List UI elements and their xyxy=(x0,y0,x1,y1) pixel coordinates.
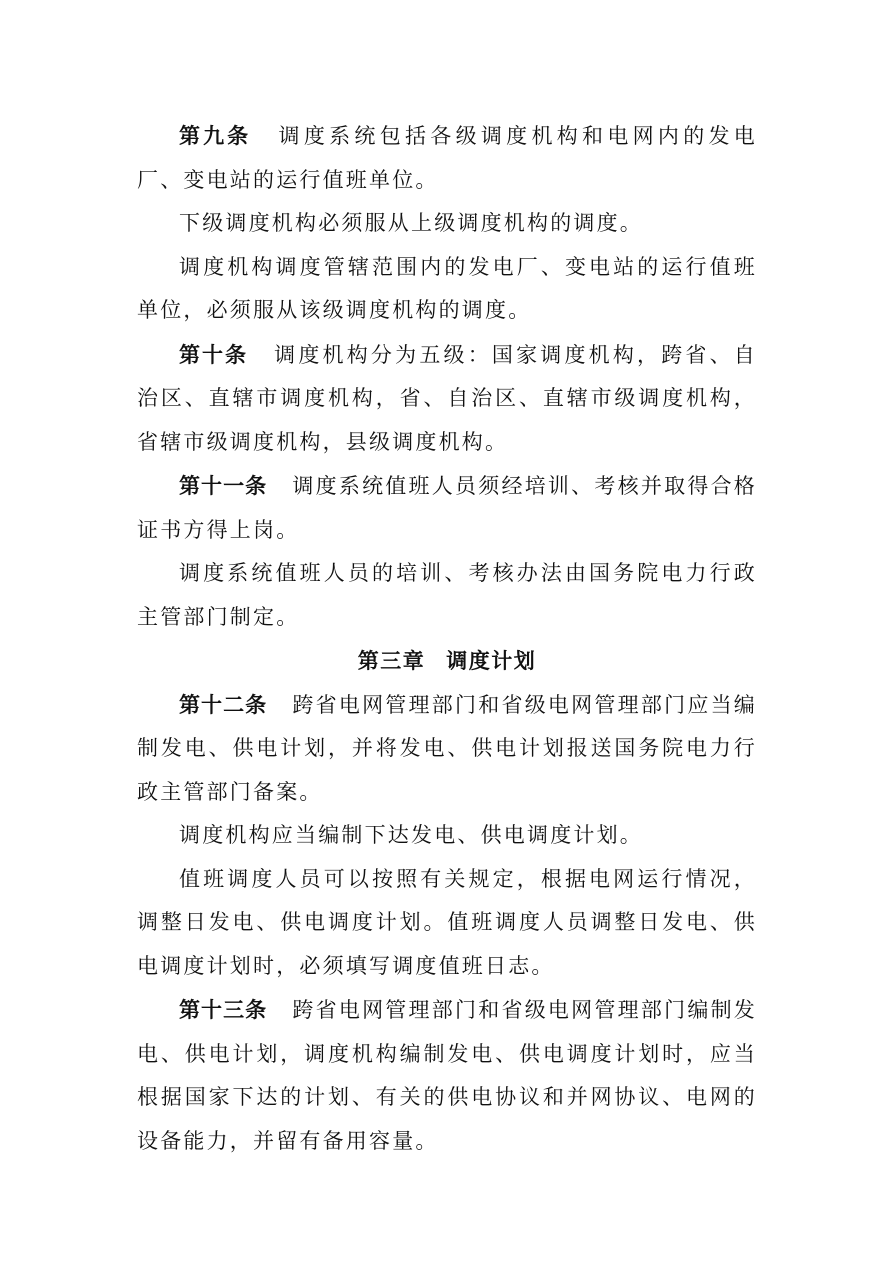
article-11-paragraph xyxy=(137,464,757,552)
paragraph-text: 值班调度人员可以按照有关规定，根据电网运行情况，调整日发电、供电调度计划。值班调度人员调整日发电、供电调度计划时，必须填写调度值班日志。 xyxy=(137,866,757,978)
paragraph-text: 调度系统值班人员的培训、考核办法由国务院电力行政主管部门制定。 xyxy=(137,561,757,629)
article-11-clause-2 xyxy=(137,552,757,639)
paragraph-text: 下级调度机构必须服从上级调度机构的调度。 xyxy=(179,211,643,235)
article-9-paragraph xyxy=(137,114,757,202)
article-number: 第十三条 xyxy=(179,997,268,1022)
article-12-paragraph xyxy=(137,683,757,815)
article-9-clause-2 xyxy=(137,202,757,246)
article-number: 第十二条 xyxy=(179,691,268,717)
chapter-number: 第三章 xyxy=(357,648,426,673)
paragraph-text: 调度系统包括各级调度机构和电网内的发电厂、变电站的运行值班单位。 xyxy=(137,124,757,192)
article-12-clause-3 xyxy=(137,858,757,989)
paragraph-text: 调度系统值班人员须经培训、考核并取得合格证书方得上岗。 xyxy=(137,474,758,542)
chapter-title: 调度计划 xyxy=(446,648,537,673)
paragraph-text: 跨省电网管理部门和省级电网管理部门编制发电、供电计划，调度机构编制发电、供电调度计划时，应当根据国家下达的计划、有关的供电协议和并网协议、电网的设备能力，并留有备用容量。 xyxy=(137,998,758,1153)
paragraph-text: 调度机构分为五级：国家调度机构，跨省、自治区、直辖市调度机构，省、自治区、直辖市级调度机构，省辖市级调度机构，县级调度机构。 xyxy=(137,342,758,454)
article-9-clause-3 xyxy=(137,246,757,333)
paragraph-text: 调度机构调度管辖范围内的发电厂、变电站的运行值班单位，必须服从该级调度机构的调度。 xyxy=(137,254,757,322)
article-number: 第十条 xyxy=(179,341,248,367)
article-12-clause-2 xyxy=(137,814,757,858)
article-10-paragraph xyxy=(137,333,757,465)
article-number: 第十一条 xyxy=(179,473,268,498)
chapter-heading xyxy=(137,639,757,683)
paragraph-text: 调度机构应当编制下达发电、供电调度计划。 xyxy=(179,823,643,847)
article-13-paragraph xyxy=(137,988,757,1163)
article-number: 第九条 xyxy=(179,123,252,148)
document-body xyxy=(137,114,757,1163)
paragraph-text: 跨省电网管理部门和省级电网管理部门应当编制发电、供电计划，并将发电、供电计划报送国务院电力行政主管部门备案。 xyxy=(137,692,758,804)
